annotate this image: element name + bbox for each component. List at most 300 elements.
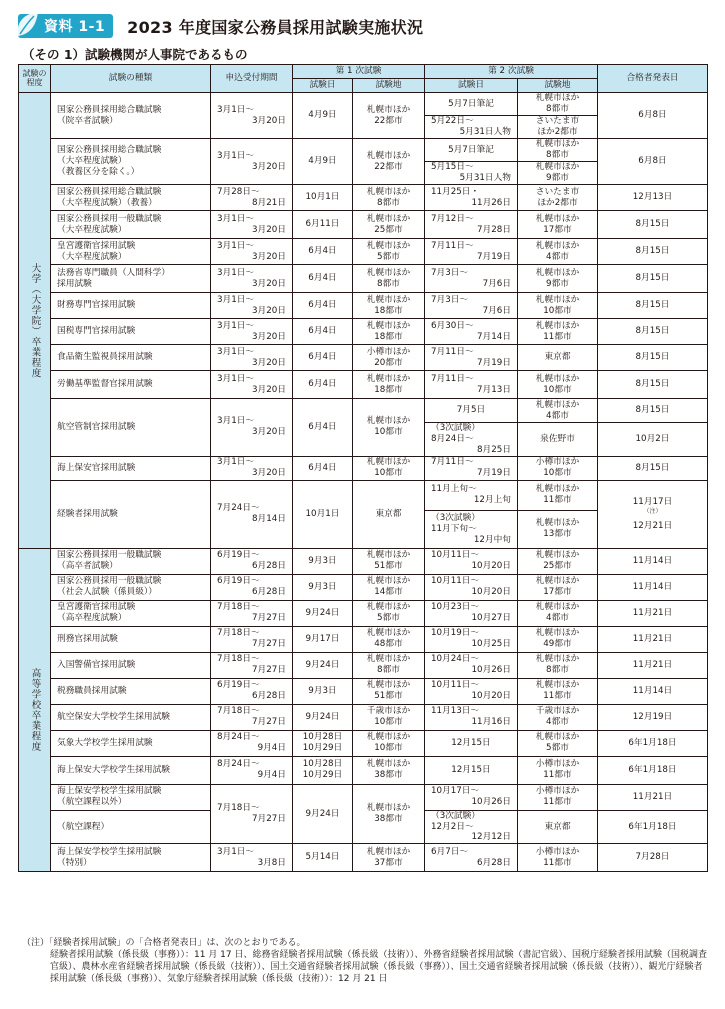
cell-line: 8月15日 <box>635 219 670 230</box>
cell-line: 18都市 <box>374 384 403 395</box>
cell-line: 海上保安学校学生採用試験 <box>57 786 162 797</box>
announce-date <box>598 480 708 548</box>
cell-line: 7月6日 <box>482 278 511 289</box>
cell-line: 7月3日～ <box>431 267 469 278</box>
page-subtitle: （その 1）試験機関が人事院であるもの <box>22 47 248 62</box>
exam-type <box>51 399 211 457</box>
header-first <box>293 65 425 79</box>
table-row <box>19 756 708 784</box>
cell-line: 48都市 <box>374 639 403 650</box>
cell-line: 4都市 <box>546 251 569 262</box>
second-date <box>425 678 518 704</box>
cell-line: 財務専門官採用試験 <box>57 300 136 311</box>
first-place <box>353 626 425 652</box>
second-place <box>518 293 598 319</box>
second-place <box>518 480 598 510</box>
cell-line: 7月24日～ <box>217 503 260 514</box>
apply-period <box>211 574 293 600</box>
first-place <box>353 399 425 457</box>
apply-period <box>211 456 293 480</box>
cell-line: 4月9日 <box>308 156 337 167</box>
exam-type <box>51 211 211 239</box>
cell-line: （大卒程度試験）（教養） <box>57 197 157 208</box>
cell-line: 札幌市ほか <box>535 139 580 150</box>
first-date <box>293 139 353 185</box>
table-row <box>19 548 708 574</box>
cell-line: 10月17日～ <box>431 786 480 797</box>
cell-line: 8月25日 <box>477 444 511 455</box>
announce-date <box>598 704 708 730</box>
cell-line: 3月1日～ <box>217 373 255 384</box>
second-date <box>425 626 518 652</box>
exam-type <box>51 548 211 574</box>
cell-line: 10月23日～ <box>431 602 480 613</box>
header-second-date <box>425 79 518 93</box>
first-place <box>353 678 425 704</box>
cell-line: 千歳市ほか <box>366 706 411 717</box>
first-place <box>353 652 425 678</box>
cell-line: 9月24日 <box>305 711 340 722</box>
second-place <box>518 784 598 810</box>
header-second <box>425 65 598 79</box>
cell-line: 8都市 <box>546 150 569 160</box>
exam-type <box>51 600 211 626</box>
cell-line: 海上保安官採用試験 <box>57 462 136 473</box>
first-place <box>353 293 425 319</box>
table-row <box>19 456 708 480</box>
second-place <box>518 456 598 480</box>
table-row <box>19 345 708 371</box>
first-date <box>293 265 353 293</box>
cell-line: 海上保安大学校学生採用試験 <box>57 764 170 775</box>
exam-table-body <box>19 93 708 872</box>
second-date <box>425 345 518 371</box>
cell-line: 6月30日～ <box>431 320 474 331</box>
exam-type <box>51 185 211 211</box>
cell-line: 5月22日～ <box>431 116 474 127</box>
apply-period <box>211 185 293 211</box>
cell-line: 9月3日 <box>308 581 337 592</box>
cell-line: 7月11日～ <box>431 240 474 251</box>
cell-line: ほか2都市 <box>537 127 578 137</box>
header-level <box>19 65 51 93</box>
cell-line: 7月27日 <box>252 613 286 624</box>
first-place <box>353 345 425 371</box>
cell-line: 札幌市ほか <box>535 602 580 613</box>
cell-line: 10月2日 <box>635 433 670 444</box>
second-date <box>425 319 518 345</box>
cell-line: 3月20日 <box>252 384 286 395</box>
announce-date <box>598 626 708 652</box>
cell-line: 11月17日 <box>632 496 673 507</box>
second-date <box>425 480 518 510</box>
first-place <box>353 371 425 399</box>
apply-period <box>211 756 293 784</box>
apply-period <box>211 93 293 139</box>
cell-line: 東京都 <box>544 821 571 832</box>
cell-line: 9月17日 <box>305 633 340 644</box>
first-date <box>293 548 353 574</box>
cell-line: 札幌市ほか <box>535 550 580 561</box>
cell-line: 7月19日 <box>477 357 511 368</box>
cell-line: 12月15日 <box>451 764 491 775</box>
apply-period <box>211 239 293 265</box>
badge-label: 資料 1-1 <box>44 19 106 35</box>
cell-line: 12月上旬 <box>473 495 511 506</box>
cell-line: 8月15日 <box>635 462 670 473</box>
cell-line: 7月12日～ <box>431 213 474 224</box>
table-row <box>19 211 708 239</box>
cell-line: 10月20日 <box>471 561 511 572</box>
cell-line: 49都市 <box>543 639 572 650</box>
cell-line: 10月11日～ <box>431 576 480 587</box>
cell-line: 7月27日 <box>252 813 286 824</box>
first-date <box>293 211 353 239</box>
cell-line: 札幌市ほか <box>366 628 411 639</box>
exam-type <box>51 139 211 185</box>
cell-line: 4月9日 <box>308 110 337 121</box>
cell-line: 国税専門官採用試験 <box>57 326 136 337</box>
first-date <box>293 93 353 139</box>
cell-line: 3月8日 <box>257 857 286 868</box>
first-date <box>293 456 353 480</box>
cell-line: 38都市 <box>374 813 403 824</box>
cell-line: 7月14日 <box>477 331 511 342</box>
first-place <box>353 265 425 293</box>
cell-line: 11都市 <box>543 691 572 702</box>
second-place <box>518 844 598 872</box>
cell-line: 小樽市ほか <box>535 457 580 468</box>
cell-line: 札幌市ほか <box>366 416 411 427</box>
cell-line: 11月14日 <box>632 685 673 696</box>
cell-line: （教養区分を除く。） <box>57 166 140 177</box>
announce-date <box>598 678 708 704</box>
cell-line: 3月1日～ <box>217 416 255 427</box>
cell-line: 12月中旬 <box>473 534 511 545</box>
cell-line: （高卒程度試験） <box>57 613 127 624</box>
cell-line: 国家公務員採用一般職試験 <box>57 213 162 224</box>
second-place <box>518 265 598 293</box>
cell-line: 札幌市ほか <box>535 294 580 305</box>
footnote <box>22 938 708 986</box>
first-place <box>353 730 425 756</box>
announce-date <box>598 399 708 423</box>
cell-line: 10月1日 <box>305 192 340 203</box>
cell-line: 10月20日 <box>471 691 511 702</box>
exam-type <box>51 626 211 652</box>
cell-line: 3月1日～ <box>217 213 255 224</box>
col-second-date: 試験日 <box>457 80 485 91</box>
announce-date <box>598 371 708 399</box>
cell-line: 51都市 <box>374 691 403 702</box>
apply-period <box>211 678 293 704</box>
cell-line: 航空管制官採用試験 <box>57 421 136 432</box>
cell-line: 札幌市ほか <box>535 680 580 691</box>
cell-line: 5月15日～ <box>431 162 474 173</box>
apply-period <box>211 548 293 574</box>
cell-line: 3月20日 <box>252 251 286 262</box>
cell-line: （大卒程度試験） <box>57 224 127 235</box>
apply-period <box>211 293 293 319</box>
cell-line: 11月14日 <box>632 581 673 592</box>
cell-line: 6月19日～ <box>217 576 260 587</box>
first-place <box>353 756 425 784</box>
second-date <box>425 574 518 600</box>
apply-period <box>211 784 293 844</box>
cell-line: 6月4日 <box>308 462 337 473</box>
first-place <box>353 844 425 872</box>
cell-line: 3月1日～ <box>217 240 255 251</box>
announce-date <box>598 211 708 239</box>
cell-line: 7月27日 <box>252 665 286 676</box>
cell-line: 8月24日～ <box>217 759 260 770</box>
cell-line: 6月7日～ <box>431 846 469 857</box>
second-date <box>425 93 518 116</box>
cell-line: 10月29日 <box>302 743 343 754</box>
announce-date <box>598 185 708 211</box>
cell-line: 11月14日 <box>632 555 673 566</box>
exam-type <box>51 652 211 678</box>
cell-line: 8都市 <box>377 197 400 208</box>
cell-line: 7月13日 <box>477 384 511 395</box>
exam-type <box>51 265 211 293</box>
second-date <box>425 139 518 162</box>
cell-line: 9月24日 <box>305 808 340 819</box>
first-place <box>353 600 425 626</box>
cell-line: 9月3日 <box>308 685 337 696</box>
table-row <box>19 185 708 211</box>
cell-line: 札幌市ほか <box>535 654 580 665</box>
cell-line: 札幌市ほか <box>366 654 411 665</box>
second-date <box>425 185 518 211</box>
apply-period <box>211 652 293 678</box>
first-date <box>293 784 353 844</box>
cell-line: 7月18日～ <box>217 706 260 717</box>
second-place <box>518 678 598 704</box>
first-date <box>293 600 353 626</box>
first-place <box>353 480 425 548</box>
cell-line: 12月21日 <box>632 520 673 531</box>
cell-line: 11都市 <box>543 797 572 808</box>
cell-line: 3月1日～ <box>217 346 255 357</box>
cell-line: 3月1日～ <box>217 846 255 857</box>
cell-line: 6年1月18日 <box>628 764 677 775</box>
cell-line: 千歳市ほか <box>535 706 580 717</box>
cell-line: 11月16日 <box>471 717 511 728</box>
cell-line: 気象大学校学生採用試験 <box>57 737 153 748</box>
announce-date <box>598 265 708 293</box>
cell-line: さいたま市 <box>535 116 580 127</box>
cell-line: 札幌市ほか <box>366 213 411 224</box>
col-second: 第 2 次試験 <box>488 66 534 77</box>
cell-line: 札幌市ほか <box>535 162 580 173</box>
exam-type <box>51 810 211 844</box>
table-row <box>19 239 708 265</box>
cell-line: 7月5日 <box>456 405 486 416</box>
cell-line: 12月19日 <box>632 711 673 722</box>
cell-line: 札幌市ほか <box>366 759 411 770</box>
cell-line: 8月15日 <box>635 300 670 311</box>
exam-type <box>51 239 211 265</box>
apply-period <box>211 265 293 293</box>
header-apply <box>211 65 293 93</box>
announce-date <box>598 139 708 185</box>
cell-line: 3月20日 <box>252 115 286 126</box>
cell-line: 札幌市ほか <box>366 294 411 305</box>
cell-line: 採用試験 <box>57 278 92 289</box>
exam-type <box>51 704 211 730</box>
cell-line: 3月20日 <box>252 427 286 438</box>
cell-line: 6月19日～ <box>217 550 260 561</box>
second-date <box>425 600 518 626</box>
cell-line: 3月20日 <box>252 331 286 342</box>
cell-line: 3月20日 <box>252 161 286 172</box>
cell-line: 7月19日 <box>477 468 511 479</box>
second-date <box>425 784 518 810</box>
first-date <box>293 704 353 730</box>
cell-line: 札幌市ほか <box>366 550 411 561</box>
announce-date <box>598 293 708 319</box>
cell-line: 国家公務員採用総合職試験 <box>57 145 162 156</box>
cell-line: 3月1日～ <box>217 294 255 305</box>
cell-line: 札幌市ほか <box>535 373 580 384</box>
cell-line: 8都市 <box>377 278 400 289</box>
cell-line: 11月下旬～ <box>431 523 477 534</box>
cell-line: 札幌市ほか <box>535 518 580 529</box>
first-place <box>353 574 425 600</box>
first-date <box>293 678 353 704</box>
header-first-place <box>353 79 425 93</box>
announce-date <box>598 456 708 480</box>
cell-line: 札幌市ほか <box>366 150 411 161</box>
cell-line: 7月19日 <box>477 251 511 262</box>
level-cell <box>19 548 51 872</box>
second-place <box>518 756 598 784</box>
cell-line: 5月7日筆記 <box>448 144 494 155</box>
cell-line: 東京都 <box>544 352 571 363</box>
apply-period <box>211 844 293 872</box>
header-second-place <box>518 79 598 93</box>
cell-line: 6月8日 <box>638 110 667 121</box>
cell-line: 11月26日 <box>471 197 511 208</box>
cell-line: 6月4日 <box>308 421 337 432</box>
second-date <box>425 162 518 185</box>
first-date <box>293 756 353 784</box>
second-date <box>425 423 518 457</box>
cell-line: 札幌市ほか <box>366 186 411 197</box>
cell-line: ほか2都市 <box>537 197 578 208</box>
cell-line: 18都市 <box>374 331 403 342</box>
second-place <box>518 371 598 399</box>
cell-line: （3次試験） <box>431 810 480 821</box>
cell-line: 札幌市ほか <box>535 484 580 495</box>
exam-type <box>51 456 211 480</box>
second-place <box>518 319 598 345</box>
cell-line: 7月11日～ <box>431 373 474 384</box>
cell-line: 10都市 <box>543 305 572 316</box>
cell-line: 10月29日 <box>302 770 343 781</box>
header-first-date <box>293 79 353 93</box>
table-row <box>19 371 708 399</box>
first-date <box>293 371 353 399</box>
second-date <box>425 399 518 423</box>
cell-line: 5都市 <box>377 613 400 624</box>
second-place <box>518 510 598 548</box>
cell-line: 11月21日 <box>632 791 673 802</box>
table-row <box>19 704 708 730</box>
cell-line: 6月4日 <box>308 300 337 311</box>
cell-line: 6月28日 <box>252 561 286 572</box>
cell-line: 10月27日 <box>471 613 511 624</box>
cell-line: （航空課程以外） <box>57 797 127 808</box>
second-date <box>425 265 518 293</box>
cell-line: 7月18日～ <box>217 628 260 639</box>
cell-line: 札幌市ほか <box>366 373 411 384</box>
cell-line: （社会人試験（係員級）） <box>57 587 157 598</box>
cell-line: 8月24日～ <box>217 732 260 743</box>
cell-line: 札幌市ほか <box>535 628 580 639</box>
announce-date <box>598 844 708 872</box>
apply-period <box>211 211 293 239</box>
cell-line: （大卒程度試験） <box>57 156 127 167</box>
apply-period <box>211 704 293 730</box>
cell-line: 11月21日 <box>632 633 673 644</box>
cell-line: 12月15日 <box>451 737 491 748</box>
cell-line: 刑務官採用試験 <box>57 633 118 644</box>
cell-line: 18都市 <box>374 305 403 316</box>
second-place <box>518 239 598 265</box>
apply-period <box>211 626 293 652</box>
cell-line: 12月2日～ <box>431 821 474 832</box>
exam-type <box>51 678 211 704</box>
header <box>18 12 423 40</box>
cell-line: 海上保安学校学生採用試験 <box>57 846 162 857</box>
second-date <box>425 548 518 574</box>
exam-type <box>51 93 211 139</box>
first-place <box>353 319 425 345</box>
cell-line: 25都市 <box>543 561 572 572</box>
second-place <box>518 345 598 371</box>
second-date <box>425 211 518 239</box>
cell-line: 12月12日 <box>471 832 511 843</box>
announce-date <box>598 423 708 457</box>
apply-period <box>211 399 293 457</box>
announce-date <box>598 548 708 574</box>
cell-line: 札幌市ほか <box>535 267 580 278</box>
cell-line: 6月4日 <box>308 352 337 363</box>
first-date <box>293 293 353 319</box>
leaf-icon <box>14 10 42 40</box>
cell-line: 小樽市ほか <box>535 786 580 797</box>
first-place <box>353 139 425 185</box>
cell-line: 税務職員採用試験 <box>57 685 127 696</box>
first-date <box>293 345 353 371</box>
cell-line: 7月27日 <box>252 717 286 728</box>
second-place <box>518 652 598 678</box>
cell-line: 7月18日～ <box>217 654 260 665</box>
cell-line: 労働基準監督官採用試験 <box>57 379 153 390</box>
table-row <box>19 600 708 626</box>
announce-date <box>598 239 708 265</box>
cell-line: 11月上旬～ <box>431 484 477 495</box>
cell-line: 10月28日 <box>302 759 343 770</box>
second-date <box>425 239 518 265</box>
second-place <box>518 116 598 139</box>
first-date <box>293 652 353 678</box>
first-date <box>293 730 353 756</box>
announce-date <box>598 756 708 784</box>
note-mark: （注） <box>643 507 662 515</box>
